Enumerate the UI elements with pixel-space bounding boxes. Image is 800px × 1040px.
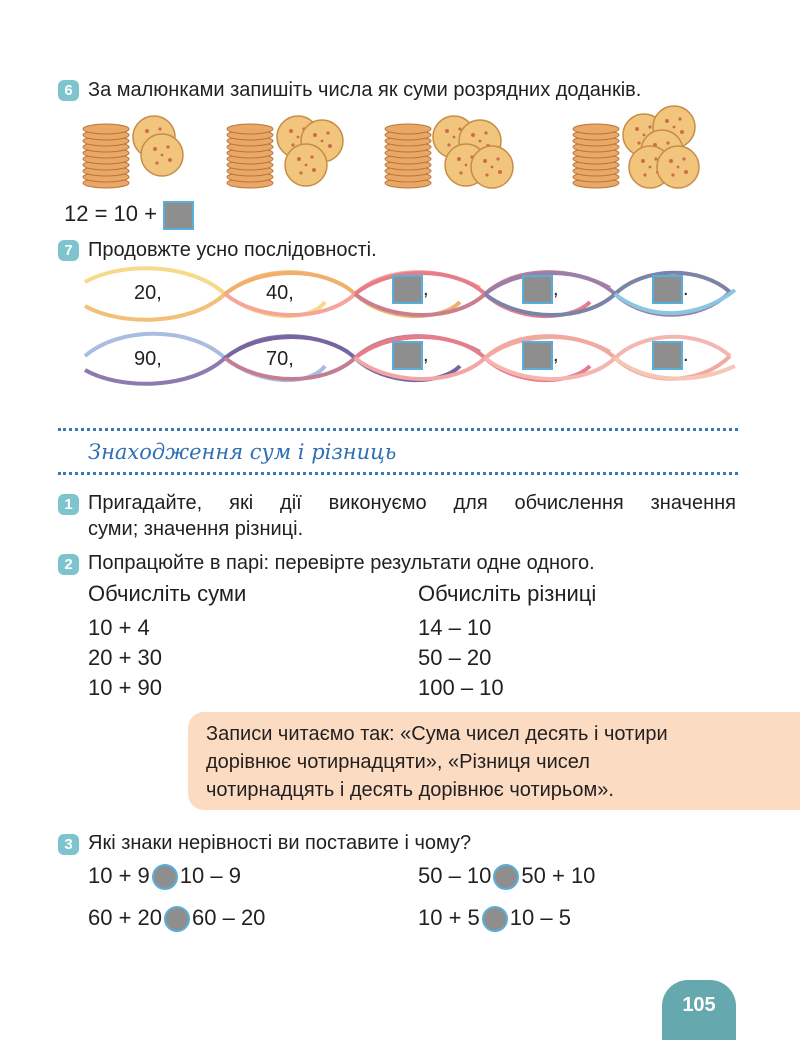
seq1-item-3: , bbox=[392, 275, 429, 304]
seq1-item-4: , bbox=[522, 275, 559, 304]
cookie-illustrations bbox=[70, 105, 730, 200]
section-divider-top bbox=[58, 428, 738, 431]
task-7-badge: 7 bbox=[58, 240, 79, 261]
section-divider-bottom bbox=[58, 472, 738, 475]
seq2-item-1: 90, bbox=[134, 348, 162, 370]
task-3-badge: 3 bbox=[58, 834, 79, 855]
comparison-right: 10 – 9 bbox=[179, 863, 241, 888]
comparison-right: 10 – 5 bbox=[509, 905, 571, 930]
sign-circle[interactable] bbox=[493, 864, 519, 890]
task-6-text: За малюнками запишіть числа як суми розрядних доданків. bbox=[88, 79, 642, 101]
task-7-text: Продовжте усно послідовності. bbox=[88, 239, 377, 261]
diff-3: 100 – 10 bbox=[418, 675, 504, 700]
task-2-text: Попрацюйте в парі: перевірте результати одне одного. bbox=[88, 552, 595, 574]
seq1-item-2: 40, bbox=[266, 282, 294, 304]
task-1-badge: 1 bbox=[58, 494, 79, 515]
comparison-left: 60 + 20 bbox=[88, 905, 163, 930]
comparison-left: 10 + 5 bbox=[418, 905, 480, 930]
comparison-1 bbox=[88, 862, 241, 890]
cookie-group-4 bbox=[573, 106, 699, 188]
cookie-group-1 bbox=[83, 116, 183, 188]
answer-box[interactable] bbox=[522, 341, 553, 370]
sign-circle[interactable] bbox=[164, 906, 190, 932]
page-number: 105 bbox=[662, 980, 736, 1040]
seq1-item-5: . bbox=[652, 275, 689, 304]
comparison-right: 50 + 10 bbox=[521, 863, 596, 888]
note-line-1: Записи читаємо так: «Сума чисел десять і чотири bbox=[206, 723, 668, 745]
comparison-right: 60 – 20 bbox=[192, 905, 266, 930]
note-line-2: дорівнює чотирнадцяти», «Різниця чисел bbox=[206, 751, 590, 773]
task-6-equation bbox=[64, 200, 194, 230]
comparison-3 bbox=[88, 904, 265, 932]
reading-note bbox=[188, 712, 800, 810]
equation-text: 12 = 10 + bbox=[64, 201, 157, 226]
task-3-text: Які знаки нерівності ви поставите і чому? bbox=[88, 832, 472, 854]
seq2-item-4: , bbox=[522, 341, 559, 370]
answer-box[interactable] bbox=[392, 275, 423, 304]
sums-title: Обчисліть суми bbox=[88, 581, 247, 606]
answer-box[interactable] bbox=[392, 341, 423, 370]
comparison-left: 50 – 10 bbox=[418, 863, 492, 888]
task-6-badge: 6 bbox=[58, 80, 79, 101]
seq2-item-3: , bbox=[392, 341, 429, 370]
answer-box[interactable] bbox=[163, 201, 194, 230]
sum-3: 10 + 90 bbox=[88, 675, 163, 700]
answer-box[interactable] bbox=[652, 341, 683, 370]
diff-1: 14 – 10 bbox=[418, 615, 492, 640]
answer-box[interactable] bbox=[652, 275, 683, 304]
section-title: Знаходження сум і різниць bbox=[88, 440, 397, 464]
sign-circle[interactable] bbox=[152, 864, 178, 890]
comparison-2 bbox=[418, 862, 595, 890]
diff-2: 50 – 20 bbox=[418, 645, 492, 670]
task-1-line-1: Пригадайте, які дії виконуємо для обчислення значення bbox=[88, 492, 736, 514]
task-2-badge: 2 bbox=[58, 554, 79, 575]
seq2-item-5: . bbox=[652, 341, 689, 370]
comparison-4 bbox=[418, 904, 571, 932]
sign-circle[interactable] bbox=[482, 906, 508, 932]
seq1-item-1: 20, bbox=[134, 282, 162, 304]
answer-box[interactable] bbox=[522, 275, 553, 304]
comparison-left: 10 + 9 bbox=[88, 863, 150, 888]
cookie-group-3 bbox=[385, 116, 513, 188]
cookie-group-2 bbox=[227, 116, 343, 188]
sum-2: 20 + 30 bbox=[88, 645, 163, 670]
note-line-3: чотирнадцять і десять дорівнює чотирьом». bbox=[206, 779, 614, 801]
sum-1: 10 + 4 bbox=[88, 615, 150, 640]
diffs-title: Обчисліть різниці bbox=[418, 581, 597, 606]
task-1-line-2: суми; значення різниці. bbox=[88, 518, 304, 540]
seq2-item-2: 70, bbox=[266, 348, 294, 370]
